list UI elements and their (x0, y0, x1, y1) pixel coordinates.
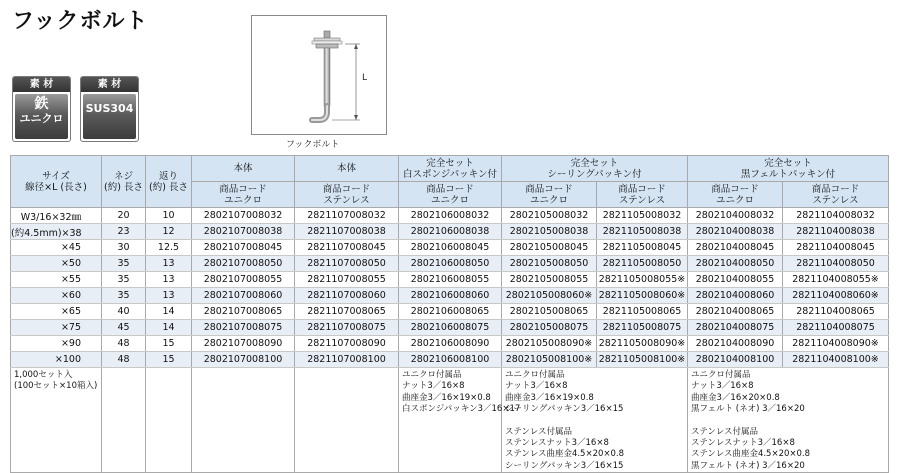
cell-code-set2-stainless: 2821105008090※ (597, 336, 688, 352)
cell-code-set1-uniclo: 2802106008090 (399, 336, 502, 352)
cell-size: ×65 (11, 304, 102, 320)
header-code-stainless-set3: 商品コード ステンレス (783, 182, 889, 208)
cell-size: ×75 (11, 320, 102, 336)
table-row (11, 224, 889, 240)
cell-code-set2-stainless: 2821105008055※ (597, 272, 688, 288)
header-body-uniclo: 本体 (192, 156, 295, 182)
material-name: 鉄 (34, 96, 49, 112)
cell-code-set2-uniclo: 2802105008060※ (502, 288, 597, 304)
dimension-label-l: L (362, 73, 368, 83)
table-row (11, 304, 889, 320)
table-row (11, 256, 889, 272)
cell-code-set2-stainless: 2821105008045 (597, 240, 688, 256)
notes-empty (192, 368, 295, 473)
cell-return-length: 13 (146, 256, 192, 272)
cell-code-body-stainless: 2821107008050 (295, 256, 399, 272)
cell-thread-length: 45 (102, 320, 146, 336)
cell-code-body-uniclo: 2802107008060 (192, 288, 295, 304)
material-badge-sus304 (80, 76, 139, 142)
cell-code-set2-stainless: 2821105008065 (597, 304, 688, 320)
cell-code-body-uniclo: 2802107008038 (192, 224, 295, 240)
cell-code-set3-stainless: 2821104008050 (783, 256, 889, 272)
cell-code-set3-uniclo: 2802104008075 (688, 320, 783, 336)
page-title: フックボルト (12, 9, 149, 34)
material-name: SUS304 (85, 102, 134, 115)
table-row (11, 320, 889, 336)
cell-size: ×55 (11, 272, 102, 288)
cell-code-body-stainless: 2821107008090 (295, 336, 399, 352)
cell-code-set3-uniclo: 2802104008032 (688, 208, 783, 224)
cell-code-body-stainless: 2821107008038 (295, 224, 399, 240)
header-set-black-felt: 完全セット 黒フェルトパッキン付 (688, 156, 889, 182)
cell-code-body-uniclo: 2802107008075 (192, 320, 295, 336)
cell-thread-length: 35 (102, 288, 146, 304)
header-code-uniclo: 商品コード ユニクロ (192, 182, 295, 208)
cell-code-set1-uniclo: 2802106008100 (399, 352, 502, 368)
cell-code-set3-uniclo: 2802104008050 (688, 256, 783, 272)
notes-empty (146, 368, 192, 473)
table-row (11, 288, 889, 304)
packing-note: 1,000セット入 (100セット×10箱入) (11, 368, 102, 473)
cell-code-set2-stainless: 2821105008038 (597, 224, 688, 240)
cell-code-set2-uniclo: 2802105008050 (502, 256, 597, 272)
header-code-stainless-set2: 商品コード ステンレス (597, 182, 688, 208)
cell-code-set3-uniclo: 2802104008090 (688, 336, 783, 352)
header-thread-length: ネジ (約) 長さ (102, 156, 146, 208)
table-row (11, 208, 889, 224)
header-return-length: 返り (約) 長さ (146, 156, 192, 208)
hook-bolt-diagram (251, 15, 387, 135)
cell-return-length: 13 (146, 288, 192, 304)
cell-code-set2-uniclo: 2802105008090※ (502, 336, 597, 352)
cell-return-length: 14 (146, 304, 192, 320)
cell-size: ×60 (11, 288, 102, 304)
header-code-uniclo-set1: 商品コード ユニクロ (399, 182, 502, 208)
cell-code-set2-uniclo: 2802105008045 (502, 240, 597, 256)
cell-code-set2-stainless: 2821105008100※ (597, 352, 688, 368)
cell-code-body-stainless: 2821107008100 (295, 352, 399, 368)
cell-code-body-stainless: 2821107008045 (295, 240, 399, 256)
notes-empty (295, 368, 399, 473)
cell-code-body-stainless: 2821107008065 (295, 304, 399, 320)
cell-thread-length: 20 (102, 208, 146, 224)
cell-size: ×45 (11, 240, 102, 256)
cell-code-set3-stainless: 2821104008100※ (783, 352, 889, 368)
cell-code-set1-uniclo: 2802106008032 (399, 208, 502, 224)
cell-thread-length: 48 (102, 336, 146, 352)
table-row (11, 272, 889, 288)
cell-code-set2-stainless: 2821105008032 (597, 208, 688, 224)
cell-code-set3-stainless: 2821104008045 (783, 240, 889, 256)
cell-return-length: 14 (146, 320, 192, 336)
cell-code-body-uniclo: 2802107008055 (192, 272, 295, 288)
cell-size: (約4.5mm)×38 (11, 224, 102, 240)
cell-code-body-uniclo: 2802107008045 (192, 240, 295, 256)
cell-code-set3-stainless: 2821104008055※ (783, 272, 889, 288)
notes-empty (102, 368, 146, 473)
cell-code-set3-stainless: 2821104008075 (783, 320, 889, 336)
cell-code-set1-uniclo: 2802106008055 (399, 272, 502, 288)
cell-code-set3-stainless: 2821104008065 (783, 304, 889, 320)
cell-thread-length: 30 (102, 240, 146, 256)
cell-code-body-uniclo: 2802107008050 (192, 256, 295, 272)
cell-code-body-stainless: 2821107008060 (295, 288, 399, 304)
table-row (11, 240, 889, 256)
hook-bolt-illustration (252, 16, 386, 134)
cell-code-set3-uniclo: 2802104008065 (688, 304, 783, 320)
header-code-stainless: 商品コード ステンレス (295, 182, 399, 208)
cell-size: ×90 (11, 336, 102, 352)
cell-code-body-uniclo: 2802107008090 (192, 336, 295, 352)
cell-thread-length: 40 (102, 304, 146, 320)
header-set-sealing: 完全セット シーリングパッキン付 (502, 156, 688, 182)
cell-code-set3-stainless: 2821104008032 (783, 208, 889, 224)
cell-code-set2-uniclo: 2802105008100※ (502, 352, 597, 368)
header-set-white-sponge: 完全セット 白スポンジパッキン付 (399, 156, 502, 182)
cell-size: W3/16×32㎜ (11, 208, 102, 224)
cell-code-body-stainless: 2821107008032 (295, 208, 399, 224)
cell-code-body-stainless: 2821107008055 (295, 272, 399, 288)
cell-code-set1-uniclo: 2802106008060 (399, 288, 502, 304)
cell-code-set1-uniclo: 2802106008050 (399, 256, 502, 272)
material-badge-header: 素 材 (81, 77, 138, 92)
cell-code-set3-stainless: 2821104008060※ (783, 288, 889, 304)
cell-return-length: 13 (146, 272, 192, 288)
header-code-uniclo-set2: 商品コード ユニクロ (502, 182, 597, 208)
cell-code-set2-uniclo: 2802105008065 (502, 304, 597, 320)
cell-code-set1-uniclo: 2802106008038 (399, 224, 502, 240)
table-row (11, 352, 889, 368)
cell-code-set3-uniclo: 2802104008100 (688, 352, 783, 368)
cell-code-set3-uniclo: 2802104008055 (688, 272, 783, 288)
cell-thread-length: 35 (102, 256, 146, 272)
cell-code-set2-stainless: 2821105008060※ (597, 288, 688, 304)
header-body-stainless: 本体 (295, 156, 399, 182)
cell-return-length: 12 (146, 224, 192, 240)
cell-return-length: 10 (146, 208, 192, 224)
cell-code-set1-uniclo: 2802106008065 (399, 304, 502, 320)
cell-code-set3-uniclo: 2802104008038 (688, 224, 783, 240)
cell-size: ×100 (11, 352, 102, 368)
cell-thread-length: 35 (102, 272, 146, 288)
accessories-set-sealing: ユニクロ付属品 ナット3／16×8 曲座金3／16×19×0.8 シーリングパッキン3／16×15 ステンレス付属品 ステンレスナット3／16×8 ステンレス曲座金4.5×20×0.8 シーリングパッキン3／16×15 (502, 368, 688, 473)
cell-return-length: 12.5 (146, 240, 192, 256)
cell-code-set2-uniclo: 2802105008038 (502, 224, 597, 240)
cell-return-length: 15 (146, 336, 192, 352)
accessories-set-white-sponge: ユニクロ付属品 ナット3／16×8 曲座金3／16×19×0.8 白スポンジパッキン3／16×17 (399, 368, 502, 473)
diagram-caption: フックボルト (286, 140, 340, 150)
accessories-set-black-felt: ユニクロ付属品 ナット3／16×8 曲座金3／16×20×0.8 黒フェルト (ネオ) 3／16×20 ステンレス付属品 ステンレスナット3／16×8 ステンレス曲座金4.5×20×0.8 黒フェルト (ネオ) 3／16×20 (688, 368, 889, 473)
material-badge-header: 素 材 (13, 77, 70, 92)
cell-code-set2-uniclo: 2802105008075 (502, 320, 597, 336)
cell-code-set3-stainless: 2821104008090※ (783, 336, 889, 352)
spec-table (10, 155, 889, 473)
cell-code-body-uniclo: 2802107008065 (192, 304, 295, 320)
cell-code-set2-stainless: 2821105008050 (597, 256, 688, 272)
cell-code-body-uniclo: 2802107008100 (192, 352, 295, 368)
cell-thread-length: 23 (102, 224, 146, 240)
material-badge-iron (12, 76, 71, 142)
table-row (11, 336, 889, 352)
cell-code-set2-uniclo: 2802105008055 (502, 272, 597, 288)
header-size: サイズ 線径×L (長さ) (11, 156, 102, 208)
material-finish: ユニクロ (19, 112, 64, 125)
cell-code-set2-stainless: 2821105008075 (597, 320, 688, 336)
cell-code-set1-uniclo: 2802106008045 (399, 240, 502, 256)
cell-code-body-uniclo: 2802107008032 (192, 208, 295, 224)
cell-thread-length: 48 (102, 352, 146, 368)
header-code-uniclo-set3: 商品コード ユニクロ (688, 182, 783, 208)
cell-code-set2-uniclo: 2802105008032 (502, 208, 597, 224)
cell-code-set3-uniclo: 2802104008060 (688, 288, 783, 304)
cell-code-body-stainless: 2821107008075 (295, 320, 399, 336)
cell-code-set3-stainless: 2821104008038 (783, 224, 889, 240)
cell-code-set1-uniclo: 2802106008075 (399, 320, 502, 336)
cell-code-set3-uniclo: 2802104008045 (688, 240, 783, 256)
cell-return-length: 15 (146, 352, 192, 368)
cell-size: ×50 (11, 256, 102, 272)
